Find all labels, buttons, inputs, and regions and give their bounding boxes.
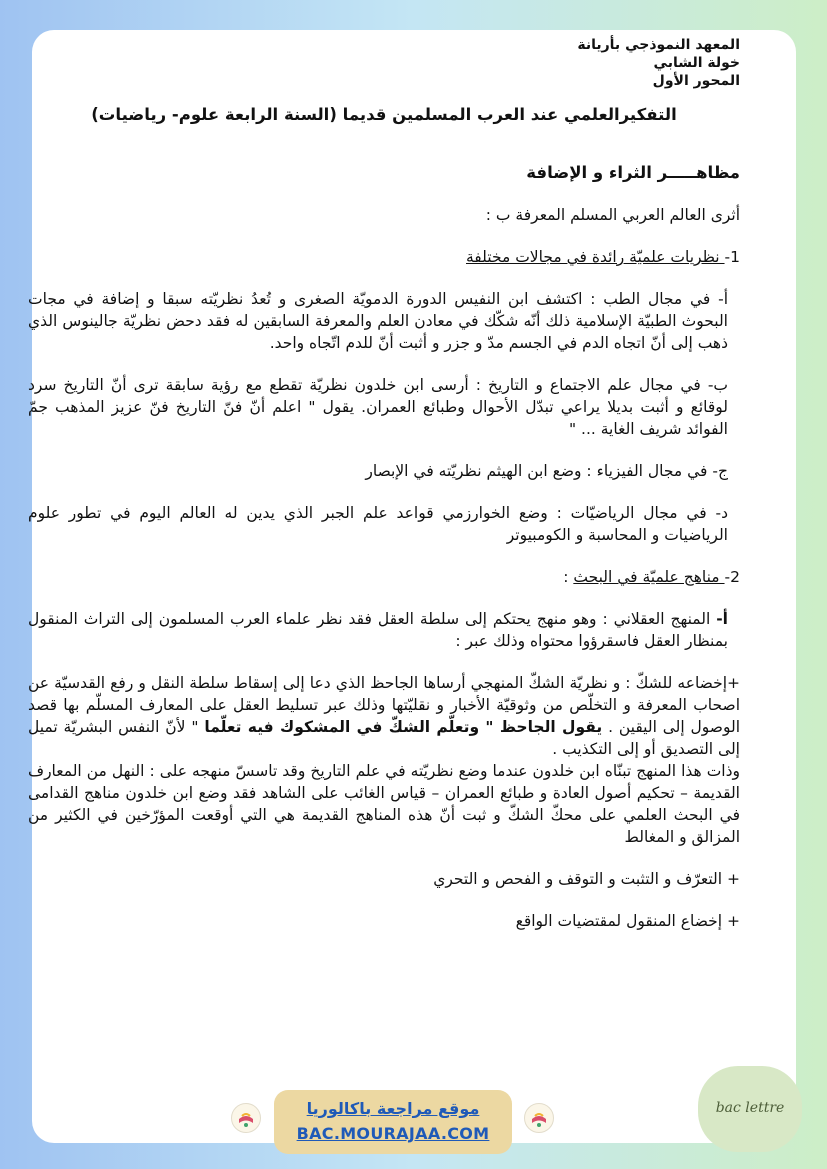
part1-heading-text: نظريات علميّة رائدة في مجالات مختلفة <box>466 248 725 266</box>
bac-lettre-logo <box>698 1066 802 1152</box>
part2-heading <box>28 566 740 588</box>
doubt-tail: " لأنّ النفس البشريّة تميل إلى التصديق أو إلى التكذيب . <box>28 718 740 758</box>
ibn-khaldun-paragraph: وذات هذا المنهج تبنّاه ابن خلدون عندما وضع نظريّته في علم التاريخ وقد تاسسّ منهجه على : النهل من المعارف القديمة – تحكيم أصول العادة و طبائع العمران – قياس الغائب على الشاهد فقد وضع ابن خلدون مناهج القدامى في البحث العلمي على محكّ الشكّ و ثبت أنّ هذه المناهج القديمة هي التي أوقعت المؤرّخين في الكثير من المزالق و المغالط <box>28 762 740 846</box>
rational-method-label: أ- <box>716 610 728 628</box>
section-title: مظاهـــــر الثراء و الإضافة <box>526 163 740 182</box>
doubt-paragraph <box>28 672 740 760</box>
axis-label: المحور الأول <box>652 73 740 89</box>
part1-item-d: د- في مجال الرياضيّات : وضع الخوارزمي قواعد علم الجبر الذي يدين له العالم اليوم في تطور علوم الرياضيات و المحاسبة و الكومبيوتر <box>28 504 728 544</box>
part2-number: 2- <box>724 568 740 586</box>
part2-heading-text: مناهج علميّة في البحث <box>573 568 725 586</box>
bac-lettre-text: bac lettre <box>715 1100 785 1116</box>
footer-site-url[interactable]: BAC.MOURAJAA.COM <box>296 1124 490 1143</box>
document-body <box>28 36 740 932</box>
document-title: التفكيرالعلمي عند العرب المسلمين قديما (السنة الرابعة علوم- رياضيات) <box>91 105 677 124</box>
footer-site-arabic[interactable]: موقع مراجعة باكالوريا <box>306 1099 480 1118</box>
jahiz-quote: يقول الجاحظ " وتعلّم الشكّ في المشكوك فيه تعلّما <box>204 718 603 736</box>
site-logo-right-icon <box>524 1103 554 1133</box>
part1-number: 1- <box>724 248 740 266</box>
teacher-name: خولة الشابي <box>653 55 740 71</box>
doubt-text: +إخضاعه للشكّ : و نظريّة الشكّ المنهجي أرساها الجاحظ الذي دعا إلى إسقاط سلطة النقل و رفع القدسيّة عن اصحاب المعرفة و التخلّص من وثوقيّة الأخبار و نقليّتها وذلك عبر تسليط العقل على المعارف المسلّم بها قصد الوصول إلى اليقين . <box>28 674 741 736</box>
footer-site-badge[interactable] <box>274 1090 512 1154</box>
bullet-1: + التعرّف و التثبت و التوقف و الفحص و التحري <box>433 870 740 888</box>
part1-heading <box>28 246 740 268</box>
rational-method <box>28 608 740 652</box>
bullet-2: + إخضاع المنقول لمقتضيات الواقع <box>515 912 740 930</box>
school-name: المعهد النموذجي بأريانة <box>577 37 740 53</box>
intro-text: أثرى العالم العربي المسلم المعرفة ب : <box>485 206 740 224</box>
site-logo-left-icon <box>231 1103 261 1133</box>
part1-item-b: ب- في مجال علم الاجتماع و التاريخ : أرسى ابن خلدون نظريّة تقطع مع رؤية سابقة ترى أنّ التاريخ سرد لوقائع و أثبت بديلا يراعي تبدّل الأحوال وطبائع العمران. يقول " اعلم أنّ فنّ التاريخ فنّ عزيز المذهب جمّ الفوائد شريف الغاية ... " <box>28 376 728 438</box>
part1-item-c: ج- في مجال الفيزياء : وضع ابن الهيثم نظريّته في الإبصار <box>365 462 728 480</box>
rational-method-text: المنهج العقلاني : وهو منهج يحتكم إلى سلطة العقل فقد نظر علماء العرب المسلمون إلى التراث المنقول بمنظار العقل فاسقرؤوا محتواه وذلك عبر : <box>28 610 728 650</box>
part2-heading-tail: : <box>563 568 574 586</box>
part1-item-a: أ- في مجال الطب : اكتشف ابن النفيس الدورة الدمويّة الصغرى و تُعدُ نظريّته سبقا و إضافة في مجات البحوث الطبيّة الإسلامية ذلك أنّه شكّك في معادن العلم والمعرفة السابقين له فقد دحض نظريّة جالينوس الذي ذهب إلى أنّ اتجاه الدم في الجسم مدّ و جزر و أثبت أنّ للدم اتّجاه واحد. <box>28 290 728 352</box>
